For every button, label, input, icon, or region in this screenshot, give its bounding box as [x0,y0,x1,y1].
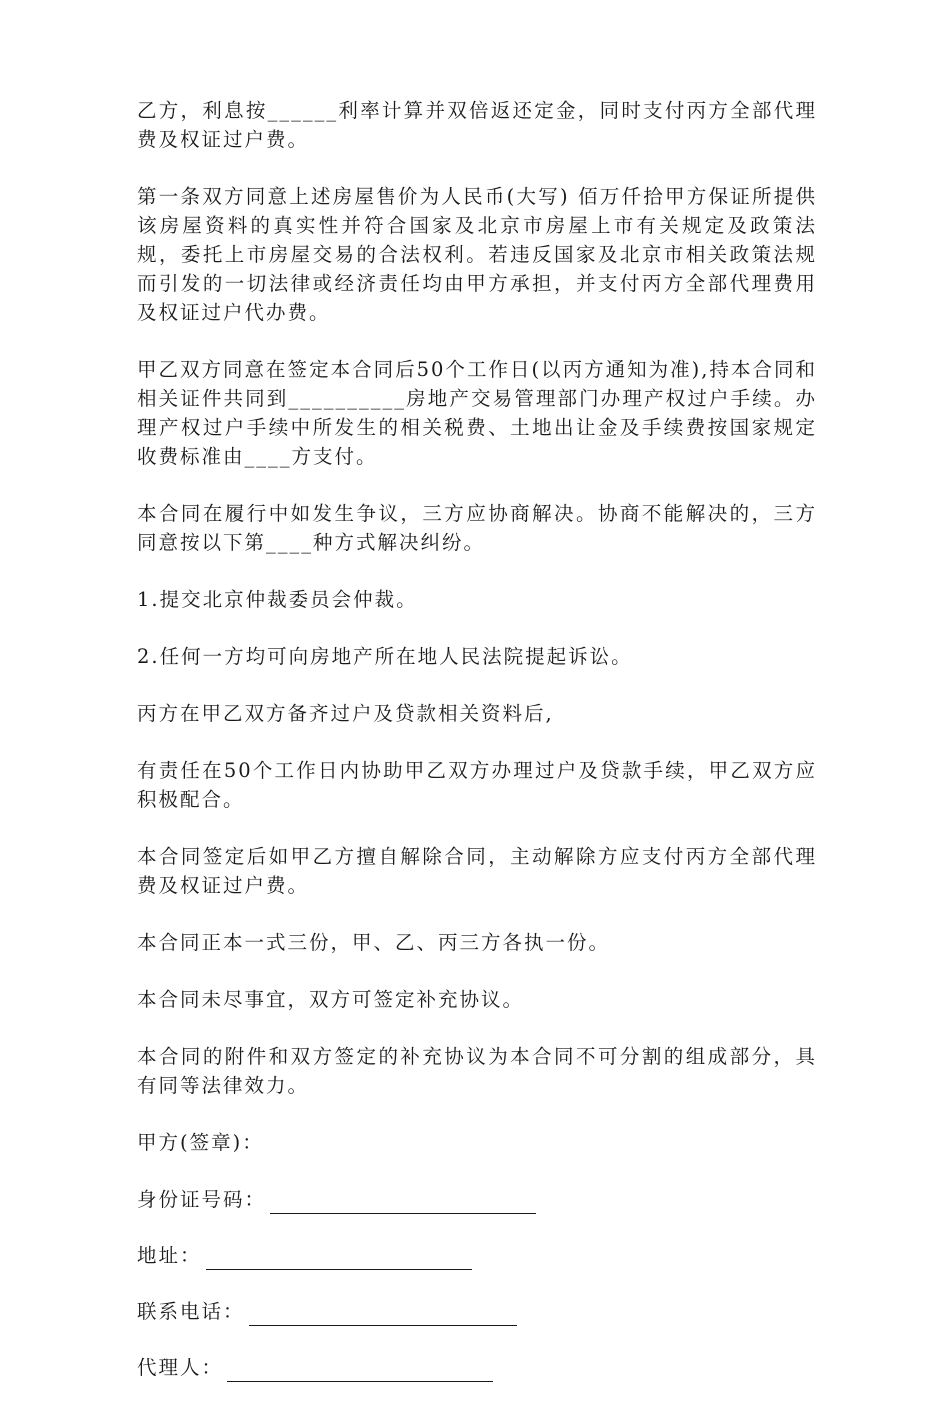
paragraph-deposit-refund: 乙方，利息按______利率计算并双倍返还定金，同时支付丙方全部代理费及权证过户费。 [137,99,817,151]
party-a-signature-label: 甲方(签章)： [137,1131,264,1154]
phone-blank-line[interactable] [249,1303,517,1326]
phone-label: 联系电话： [137,1300,245,1323]
address-field [137,1241,817,1270]
agent-label: 代理人： [137,1356,224,1379]
contract-page [137,96,817,1409]
id-number-blank-line[interactable] [270,1191,536,1214]
address-blank-line[interactable] [206,1247,472,1270]
paragraph-article-one-price: 第一条双方同意上述房屋售价为人民币(大写) 佰万仟拾甲方保证所提供该房屋资料的真实性并符合国家及北京市房屋上市有关规定及政策法规，委托上市房屋交易的合法权利。若违反国家及北京市相关政策法规而引发的一切法律或经济责任均由甲方承担，并支付丙方全部代理费用及权证过户代办费。 [137,185,817,324]
paragraph-termination: 本合同签定后如甲乙方擅自解除合同，主动解除方应支付丙方全部代理费及权证过户费。 [137,845,817,897]
paragraph-party-c-after-docs: 丙方在甲乙双方备齐过户及贷款相关资料后, [137,702,554,725]
agent-blank-line[interactable] [227,1359,493,1382]
paragraph-option-arbitration: 1.提交北京仲裁委员会仲裁。 [137,588,418,611]
phone-field [137,1297,817,1326]
id-number-label: 身份证号码： [137,1188,267,1211]
paragraph-supplement: 本合同未尽事宜，双方可签定补充协议。 [137,988,525,1011]
id-number-field [137,1185,817,1214]
address-label: 地址： [137,1244,202,1267]
paragraph-attachments: 本合同的附件和双方签定的补充协议为本合同不可分割的组成部分，具有同等法律效力。 [137,1045,817,1097]
paragraph-copies: 本合同正本一式三份，甲、乙、丙三方各执一份。 [137,931,611,954]
paragraph-party-c-responsibility: 有责任在50个工作日内协助甲乙双方办理过户及贷款手续，甲乙双方应积极配合。 [137,759,817,811]
paragraph-option-litigation: 2.任何一方均可向房地产所在地人民法院提起诉讼。 [137,645,633,668]
agent-field [137,1353,817,1382]
paragraph-transfer-procedure: 甲乙双方同意在签定本合同后50个工作日(以丙方通知为准),持本合同和相关证件共同到__________房地产交易管理部门办理产权过户手续。办理产权过户手续中所发生的相关税费、土地出让金及手续费按国家规定收费标准由____方支付。 [137,358,817,468]
paragraph-dispute-resolution: 本合同在履行中如发生争议，三方应协商解决。协商不能解决的，三方同意按以下第____种方式解决纠纷。 [137,502,817,554]
